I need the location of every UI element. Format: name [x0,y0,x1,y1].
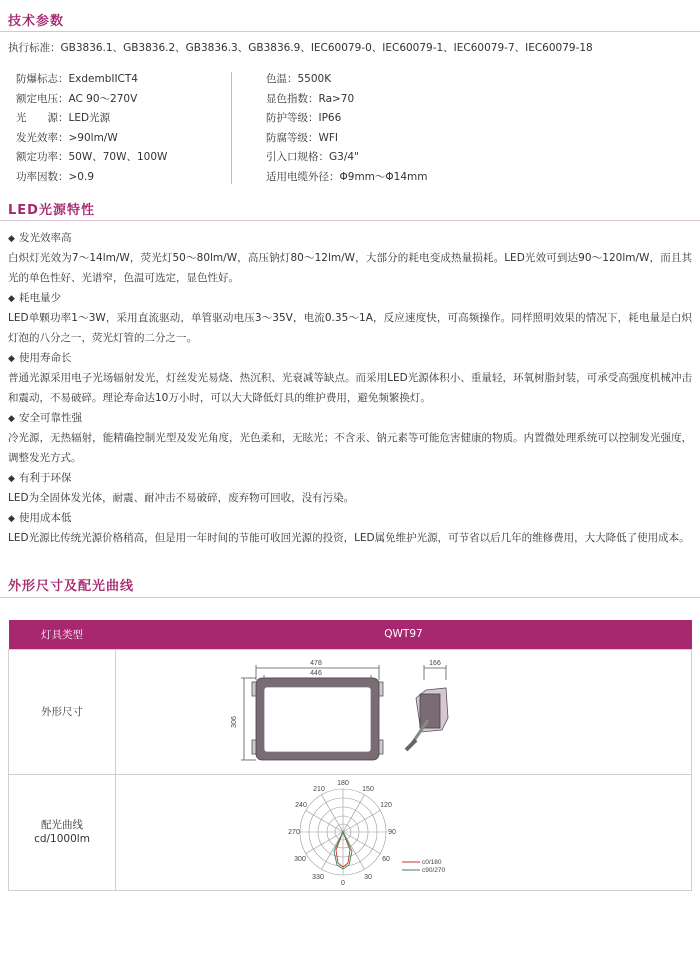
spec-label: 色温： [266,73,298,85]
spec-row [266,90,427,110]
spec-row [16,90,167,110]
section-title-tech-params: 技术参数 [8,14,65,29]
spec-row [266,129,427,149]
polar-light-curve [116,775,691,889]
specs-right-column [266,70,427,187]
table-header-row [9,620,692,649]
dimension-drawing-cell [116,649,692,774]
dim-depth: 166 [429,660,441,667]
led-features-body [8,228,692,548]
feature-heading [8,408,692,428]
spec-row [16,70,167,90]
feature-text: 普通光源采用电子光场辐射发光，灯丝发光易烧、热沉积、光衰减等缺点。而采用LED光源体积小、重量轻，环氧树脂封装，可承受高强度机械冲击和震动，不易破碎。理论寿命达10万小时，可以大大降低灯具的维护费用，避免频繁换灯。 [8,372,692,404]
spec-row [266,109,427,129]
spec-value: WFI [318,131,339,144]
section-title-dimensions: 外形尺寸及配光曲线 [8,579,135,594]
angle-label: 0 [341,880,345,887]
angle-label: 60 [382,856,390,863]
dim-width-inner: 446 [310,670,322,677]
angle-label: 270 [288,829,300,836]
spec-label: 发光效率： [16,131,69,144]
spec-value: IP66 [318,112,342,124]
spec-label: 适用电缆外径： [266,170,340,183]
feature-heading [8,288,692,308]
feature-text: LED为全固体发光体，耐震、耐冲击不易破碎，废弃物可回收，没有污染。 [8,492,355,504]
spec-label: 引入口规格： [266,151,329,163]
spec-value: 50W、70W、100W [68,151,168,163]
spec-row [16,148,167,168]
feature-heading [8,228,692,248]
dimension-drawing [116,650,691,773]
angle-label: 30 [364,874,372,881]
angle-label: 240 [295,802,307,809]
spec-label: 防护等级： [266,112,319,124]
section-title-led-features: LED光源特性 [8,203,95,218]
feature-heading [8,508,692,528]
spec-row [266,168,427,188]
diamond-bullet-icon: ◆ [8,354,15,364]
standards-line: 执行标准：GB3836.1、GB3836.2、GB3836.3、GB3836.9、IEC60079-0、IEC60079-1、IEC60079-7、IEC60079-18 [8,42,593,54]
legend-label-c90: c90/270 [422,867,446,874]
angle-label: 150 [362,786,374,793]
angle-label: 300 [294,856,306,863]
spec-value: ExdembIICT4 [68,73,138,85]
feature-title: 耗电量少 [19,292,61,304]
header-model: QWT97 [116,620,692,649]
diamond-bullet-icon: ◆ [8,294,15,304]
angle-label: 210 [313,786,325,793]
angle-label: 120 [380,802,392,809]
diamond-bullet-icon: ◆ [8,414,15,424]
light-distribution-cell [116,774,692,890]
product-spec-table [8,620,692,891]
feature-title: 使用成本低 [19,512,72,524]
section-divider [0,220,700,221]
diamond-bullet-icon: ◆ [8,514,15,524]
spec-value: 5500K [297,73,332,85]
dim-width-outer: 478 [310,660,322,667]
spec-row [16,109,167,129]
dim-height: 306 [231,716,238,728]
feature-heading [8,348,692,368]
spec-value: >0.9 [68,170,94,183]
spec-label: 额定电压： [16,92,69,105]
spec-label: 防腐等级： [266,131,319,144]
feature-text: 白炽灯光效为7～14lm/W，荧光灯50～80lm/W，高压钠灯80～12lm/W，大部分的耗电变成热量损耗。LED光效可到达90～120lm/W，而且其光的单色性好、光谱窄，色温可选定，显色性好。 [8,252,692,284]
feature-title: 使用寿命长 [19,352,72,364]
diamond-bullet-icon: ◆ [8,234,15,244]
spec-value: AC 90～270V [68,92,138,105]
table-row [9,774,692,890]
legend-label-c0: c0/180 [422,859,442,866]
spec-label: 额定功率： [16,151,69,163]
spec-value: Φ9mm～Φ14mm [339,170,428,183]
table-row [9,649,692,774]
spec-row [16,168,167,188]
angle-label: 90 [388,829,396,836]
spec-row [16,129,167,149]
spec-row [266,70,427,90]
feature-text: 冷光源，无热辐射，能精确控制光型及发光角度，光色柔和，无眩光；不含汞、钠元素等可能危害健康的物质。内置微处理系统可以控制发光强度，调整发光方式。 [8,432,692,464]
header-fixture-type: 灯具类型 [9,620,116,649]
spec-label: 显色指数： [266,92,319,105]
spec-column-divider [231,72,232,184]
row-label-dimensions: 外形尺寸 [9,649,116,774]
feature-title: 有利于环保 [19,472,72,484]
curve-label-line2: cd/1000lm [34,833,90,845]
diamond-bullet-icon: ◆ [8,474,15,484]
angle-label: 330 [312,874,324,881]
feature-text: LED单颗功率1～3W，采用直流驱动，单管驱动电压3～35V，电流0.35～1A，反应速度快，可高频操作。同样照明效果的情况下，耗电量是白炽灯泡的八分之一，荧光灯管的二分之一。 [8,312,692,344]
feature-title: 安全可靠性强 [19,412,82,424]
spec-row [266,148,427,168]
spec-value: G3/4" [329,151,359,163]
spec-label: 光 源： [16,112,69,124]
feature-title: 发光效率高 [19,232,72,244]
spec-value: Ra>70 [318,92,355,105]
angle-label: 180 [337,780,349,787]
section-divider [0,597,700,598]
spec-value: LED光源 [68,112,111,124]
spec-value: >90lm/W [68,131,118,144]
spec-label: 防爆标志： [16,73,69,85]
spec-label: 功率因数： [16,170,69,183]
feature-heading [8,468,692,488]
section-divider [0,31,700,32]
specs-left-column [16,70,167,187]
row-label-light-curve [9,774,116,890]
feature-text: LED光源比传统光源价格稍高，但是用一年时间的节能可收回光源的投资，LED属免维护光源，可节省以后几年的维修费用，大大降低了使用成本。 [8,532,690,544]
curve-label-line1: 配光曲线 [41,819,83,831]
